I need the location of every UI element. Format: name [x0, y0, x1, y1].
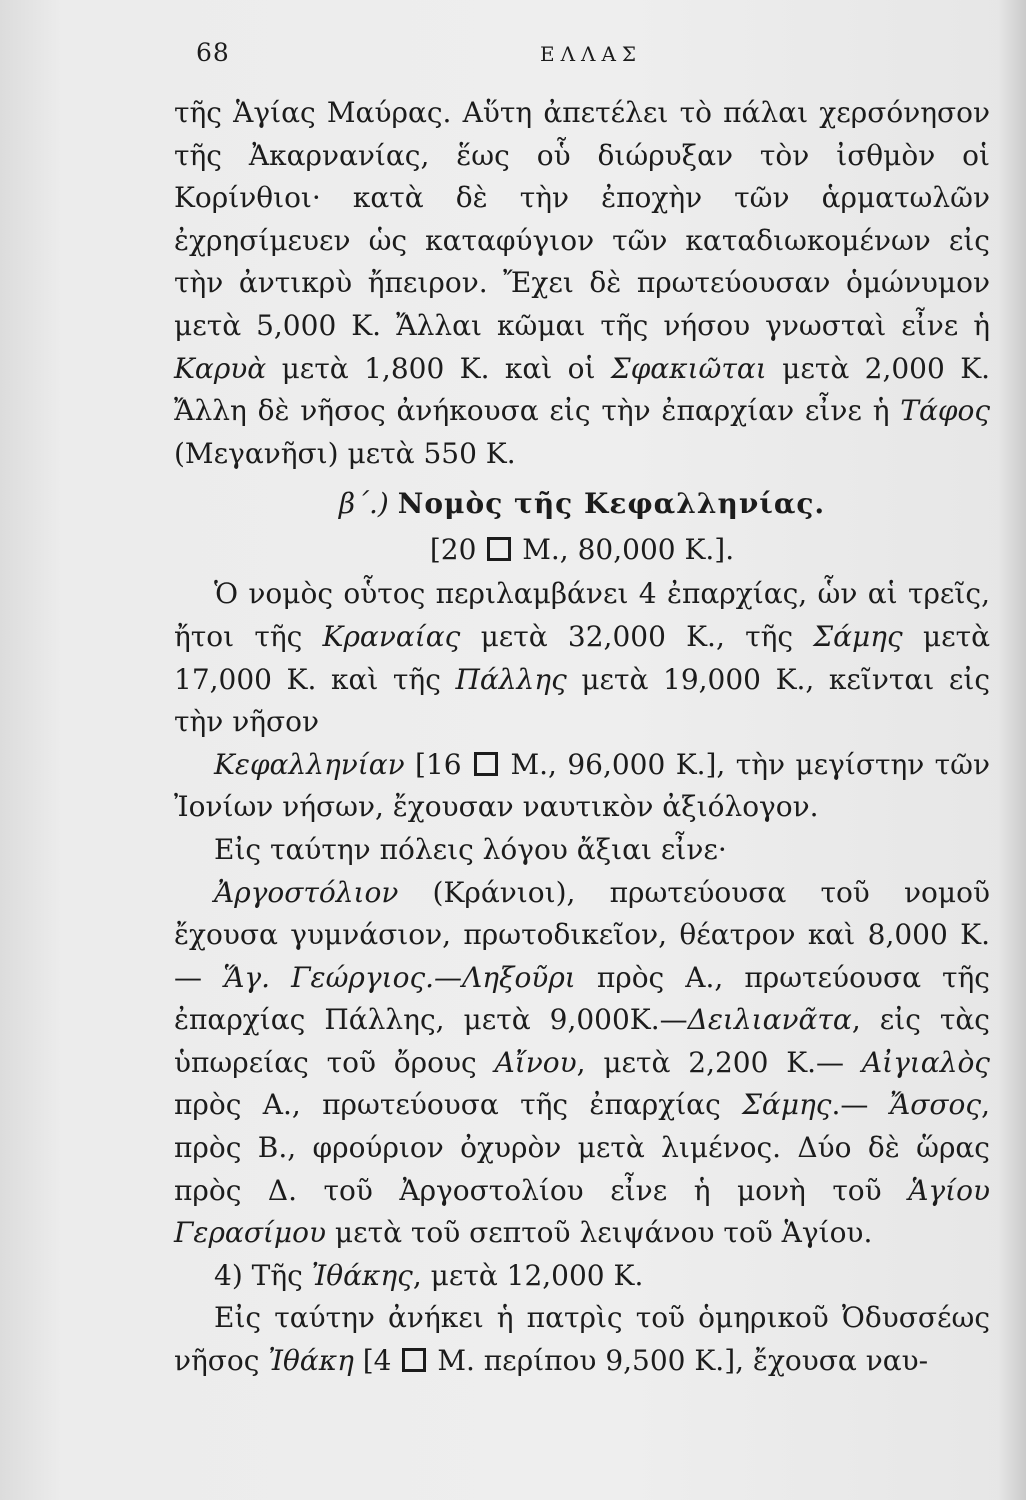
section-title: Νομὸς τῆς Κεφαλληνίας.	[397, 487, 826, 521]
square-icon	[402, 1348, 426, 1372]
square-icon	[474, 752, 498, 776]
square-icon	[487, 537, 511, 561]
paragraph-cities-intro: Εἰς ταύτην πόλεις λόγου ἄξιαι εἶνε·	[214, 832, 727, 866]
paragraph-prefecture: Ὁ νομὸς οὗτος περιλαμβάνει 4 ἐπαρχίας, ὧν αἱ τρεῖς, ἤτοι τῆς Κραναίας μετὰ 32,000 Κ., τῆς Σάμης μετὰ 17,000 Κ. καὶ τῆς Πάλλης μετὰ 19,000 Κ., κεῖνται εἰς τὴν νῆσον	[174, 577, 991, 739]
section-heading	[174, 481, 990, 527]
paragraph-lefkada: τῆς Ἁγίας Μαύρας. Αὕτη ἀπετέλει τὸ πάλαι χερσόνησον τῆς Ἀκαρνανίας, ἕως οὗ διώρυξαν τὸν ἰσθμὸν οἱ Κορίνθιοι· κατὰ δὲ τὴν ἐποχὴν τῶν ἁρματωλῶν ἐχρησίμευεν ὡς καταφύγιον τῶν καταδιωκομένων εἰς τὴν ἀντικρὺ ἤπειρον. Ἔχει δὲ πρωτεύουσαν ὁμώνυμον μετὰ 5,000 Κ. Ἄλλαι κῶμαι τῆς νήσου γνωσταὶ εἶνε ἡ Καρυὰ μετὰ 1,800 Κ. καὶ οἱ Σφακιῶται μετὰ 2,000 Κ. Ἄλλη δὲ νῆσος ἀνήκουσα εἰς τὴν ἐπαρχίαν εἶνε ἡ Τάφος (Μεγανῆσι) μετὰ 550 Κ.	[174, 96, 991, 470]
page-number: 68	[196, 38, 230, 67]
running-head: ΕΛΛΑΣ	[540, 42, 643, 66]
body-text	[174, 92, 990, 1383]
paragraph-ithaca: Εἰς ταύτην ἀνήκει ἡ πατρὶς τοῦ ὁμηρικοῦ Ὀδυσσέως νῆσος Ἰθάκη [4 Μ. περίπου 9,500 Κ.], ἔχουσα ναυ-	[174, 1301, 990, 1378]
paragraph-cities: Ἀργοστόλιον (Κράνιοι), πρωτεύουσα τοῦ νομοῦ ἔχουσα γυμνάσιον, πρωτοδικεῖον, θέατρον καὶ 8,000 Κ.— Ἅγ. Γεώργιος.—Ληξοῦρι πρὸς Α., πρωτεύουσα τῆς ἐπαρχίας Πάλλης, μετὰ 9,000Κ.—Δειλιανᾶτα, εἰς τὰς ὑπωρείας τοῦ ὄρους Αἴνου, μετὰ 2,200 Κ.— Αἰγιαλὸς πρὸς Α., πρωτεύουσα τῆς ἐπαρχίας Σάμης.— Ἄσσος, πρὸς Β., φρούριον ὀχυρὸν μετὰ λιμένος. Δύο δὲ ὥρας πρὸς Δ. τοῦ Ἀργοστολίου εἶνε ἡ μονὴ τοῦ Ἁγίου Γερασίμου μετὰ τοῦ σεπτοῦ λειψάνου τοῦ Ἁγίου.	[174, 875, 990, 1250]
section-number: β΄.)	[338, 487, 389, 521]
page-header	[0, 38, 1026, 78]
page-edge-shadow	[998, 0, 1026, 1500]
paragraph-kefalonia: Κεφαλληνίαν [16 Μ., 96,000 Κ.], τὴν μεγίστην τῶν Ἰονίων νήσων, ἔχουσαν ναυτικὸν ἀξιόλογον.	[174, 747, 990, 824]
section-stats: [20 Μ., 80,000 Κ.].	[429, 533, 735, 567]
paragraph-ithaca-heading: 4) Τῆς Ἰθάκης, μετὰ 12,000 Κ.	[214, 1258, 644, 1292]
